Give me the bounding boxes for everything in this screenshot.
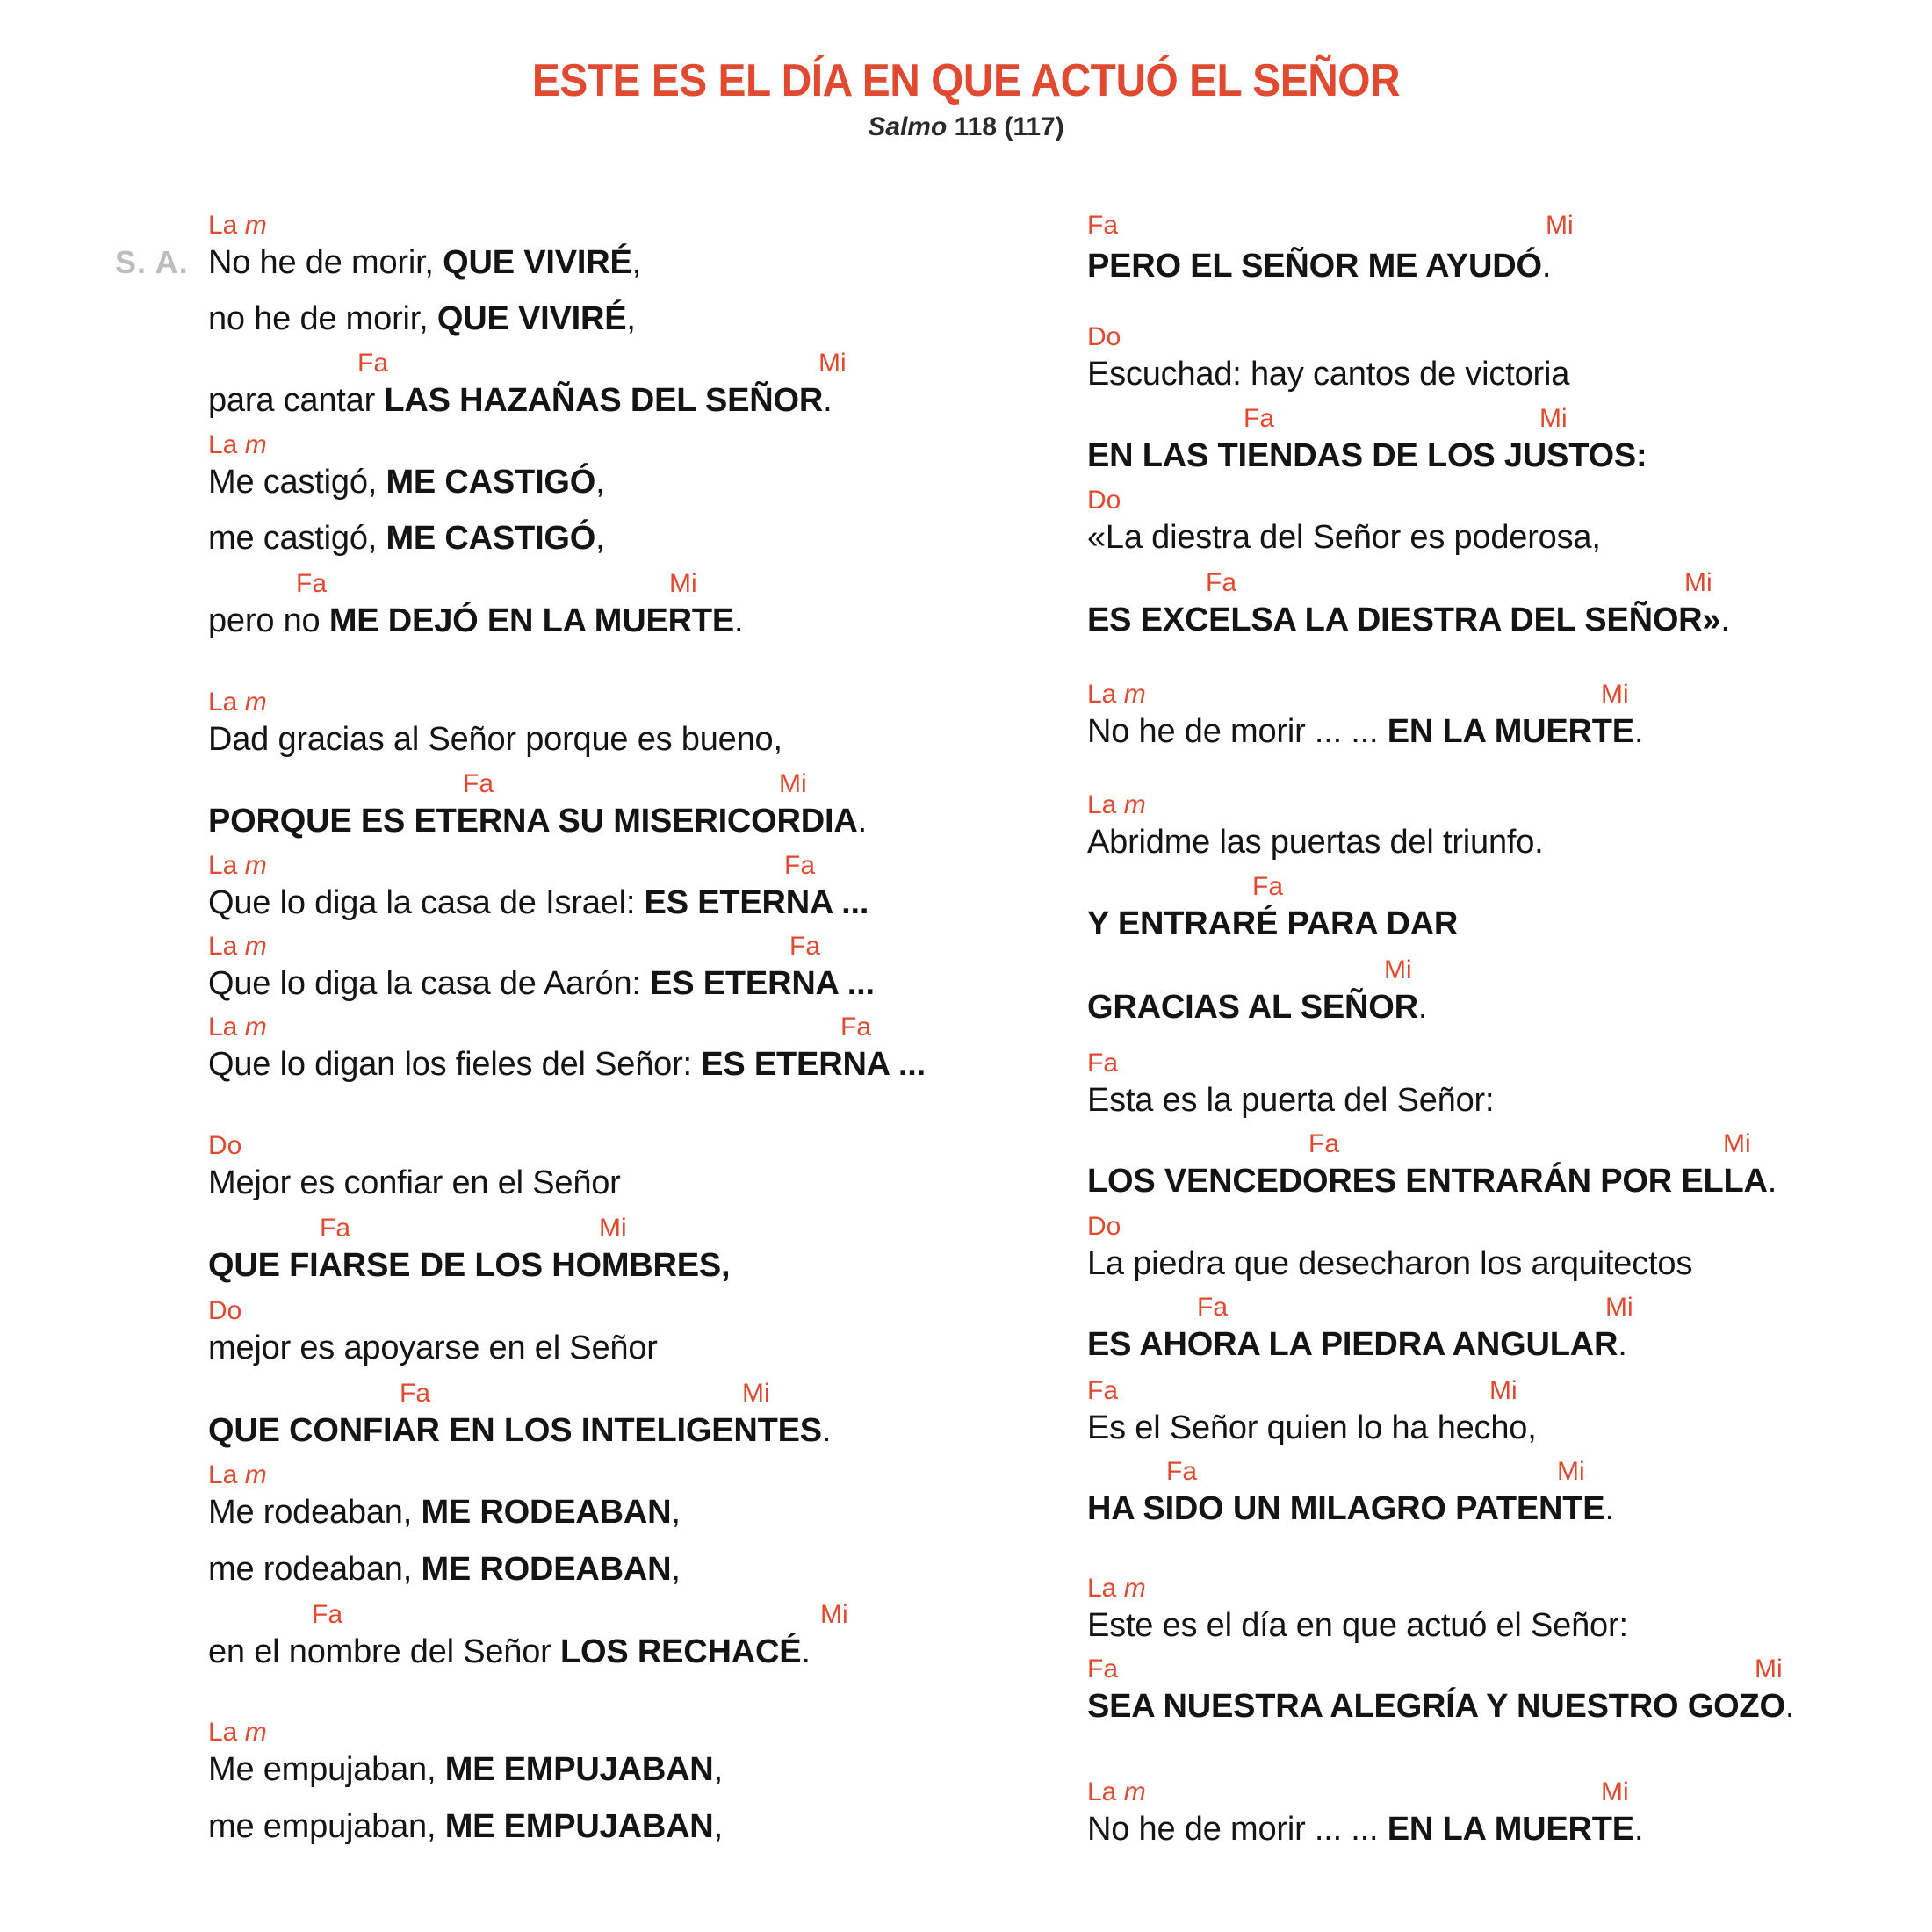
chord: Mi (1557, 1457, 1585, 1486)
lyric-line (1087, 1082, 1494, 1120)
chord: Mi (1489, 1376, 1517, 1405)
lyric-line (208, 1247, 730, 1285)
chord: Fa (320, 1214, 351, 1243)
chord: Do (1087, 486, 1121, 515)
lyric-text: pero no (208, 602, 329, 639)
chord: Do (208, 1296, 242, 1325)
lyric-punctuation: . (734, 602, 744, 639)
lyric-line (1087, 356, 1569, 393)
chord: Fa (312, 1600, 343, 1629)
lyric-punctuation: , (671, 1551, 681, 1588)
lyric-line (208, 520, 605, 558)
lyric-refrain: LOS RECHACÉ (560, 1633, 802, 1670)
lyric-punctuation: . (821, 1412, 832, 1449)
lyric-line (1087, 602, 1730, 639)
chord: Mi (1539, 404, 1568, 433)
lyric-line (1087, 905, 1458, 943)
lyric-line (1087, 989, 1427, 1027)
lyric-text: Abridme las puertas del triunfo. (1087, 824, 1544, 861)
lyric-line (208, 300, 636, 338)
lyric-refrain: QUE CONFIAR EN LOS INTELIGENTES (208, 1412, 822, 1449)
lyric-punctuation: , (713, 1808, 723, 1845)
lyric-text: Que lo diga la casa de Aarón: (208, 965, 651, 1002)
voice-label: S. A. (115, 244, 189, 280)
chord: La m (208, 851, 267, 880)
lyric-refrain: ES ETERNA ... (701, 1046, 926, 1083)
lyric-text: La piedra que desecharon los arquitectos (1087, 1245, 1693, 1282)
page-title: ESTE ES EL DÍA EN QUE ACTUÓ EL SEÑOR (531, 55, 1401, 106)
chord: Fa (463, 769, 494, 798)
lyric-line (1087, 1409, 1537, 1447)
lyric-punctuation: . (1541, 248, 1552, 285)
lyric-refrain: ES EXCELSA LA DIESTRA DEL SEÑOR» (1087, 602, 1721, 638)
lyric-line (208, 1494, 681, 1532)
lyric-refrain: QUE FIARSE DE LOS HOMBRES, (208, 1247, 731, 1284)
chord: Mi (1546, 211, 1574, 240)
lyric-punctuation: . (1720, 602, 1730, 638)
chord: Fa (357, 349, 389, 378)
lyric-refrain: PERO EL SEÑOR ME AYUDÓ (1087, 248, 1542, 285)
chord: Fa (840, 1013, 872, 1042)
lyric-line (208, 1751, 723, 1789)
lyric-line (208, 1330, 658, 1367)
lyric-refrain: ME RODEABAN (421, 1494, 672, 1531)
lyric-text: Me rodeaban, (208, 1494, 422, 1531)
chord: La m (1087, 1777, 1146, 1806)
lyric-punctuation: . (1633, 713, 1644, 750)
lyric-text: Que lo diga la casa de Israel: (208, 884, 645, 921)
chord: Mi (1684, 568, 1712, 597)
lyric-line (208, 1808, 723, 1846)
subtitle-reference: 118 (117) (947, 112, 1064, 141)
lyric-text: «La diestra del Señor es poderosa, (1087, 519, 1601, 556)
lyric-text: Escuchad: hay cantos de victoria (1087, 356, 1570, 393)
lyric-text: no he de morir, (208, 300, 437, 337)
lyric-text: Dad gracias al Señor porque es bueno, (208, 721, 782, 758)
lyric-text: me rodeaban, (208, 1551, 422, 1588)
lyric-line (1087, 1490, 1614, 1528)
chord: Mi (779, 769, 807, 798)
chord: Do (1087, 322, 1121, 351)
lyric-text: Me empujaban, (208, 1751, 445, 1788)
chord: Mi (742, 1379, 770, 1408)
lyric-refrain: PORQUE ES ETERNA SU MISERICORDIA (208, 803, 858, 840)
chord: Fa (1087, 1654, 1119, 1683)
lyric-line (1087, 1607, 1628, 1645)
lyric-refrain: QUE VIVIRÉ (443, 244, 632, 281)
lyric-text: Este es el día en que actuó el Señor: (1087, 1607, 1628, 1644)
lyric-refrain: LAS HAZAÑAS DEL SEÑOR (384, 382, 824, 419)
lyric-line (208, 602, 743, 640)
lyric-text: No he de morir, (208, 244, 443, 281)
lyric-refrain: EN LAS TIENDAS DE LOS JUSTOS: (1087, 437, 1647, 474)
lyric-punctuation: . (1784, 1688, 1795, 1725)
chord: La m (1087, 790, 1146, 819)
lyric-refrain: GRACIAS AL SEÑOR (1087, 989, 1418, 1026)
subtitle-italic: Salmo (868, 112, 948, 141)
lyric-text: mejor es apoyarse en el Señor (208, 1330, 658, 1366)
lyric-refrain: EN LA MUERTE (1387, 1811, 1634, 1848)
lyric-text: Me castigó, (208, 464, 386, 501)
lyric-line (208, 464, 605, 501)
lyric-punctuation: . (823, 382, 833, 419)
lyric-text: me empujaban, (208, 1808, 445, 1845)
lyric-punctuation: . (1604, 1490, 1614, 1527)
lyric-line (1087, 713, 1643, 751)
lyric-punctuation: . (1767, 1163, 1777, 1200)
chord: Fa (1244, 404, 1275, 433)
chord: Fa (789, 932, 821, 961)
lyric-punctuation: , (595, 464, 605, 501)
lyric-text: Que lo digan los fieles del Señor: (208, 1046, 702, 1083)
chord: La m (1087, 680, 1146, 709)
chord: Fa (1252, 872, 1284, 901)
lyric-punctuation: , (626, 300, 636, 337)
lyric-refrain: ME CASTIGÓ (386, 464, 596, 501)
lyric-refrain: ES ETERNA ... (644, 884, 869, 921)
page-subtitle (0, 112, 1932, 142)
lyric-refrain: ES ETERNA ... (650, 965, 875, 1002)
lyric-punctuation: , (671, 1494, 681, 1531)
lyric-refrain: ME EMPUJABAN (444, 1751, 714, 1788)
lyric-line (1087, 1245, 1692, 1283)
chord: La m (208, 1718, 267, 1747)
lyric-refrain: ME DEJÓ EN LA MUERTE (328, 602, 735, 639)
lyric-line (1087, 437, 1647, 475)
lyric-punctuation: , (595, 520, 605, 557)
lyric-line (1087, 1688, 1794, 1726)
chord: La m (208, 688, 267, 717)
chord: Fa (1206, 568, 1237, 597)
lyric-refrain: ME EMPUJABAN (444, 1808, 714, 1845)
lyric-text: en el nombre del Señor (208, 1633, 560, 1670)
lyric-line (208, 1164, 621, 1202)
lyric-refrain: ME RODEABAN (421, 1551, 672, 1588)
chord: Do (208, 1131, 242, 1160)
lyric-punctuation: . (857, 803, 867, 840)
chord: Fa (1087, 1049, 1119, 1078)
lyric-punctuation: , (631, 244, 642, 281)
chord: Fa (1087, 211, 1119, 240)
lyric-punctuation: . (1633, 1811, 1644, 1848)
chord: La m (1087, 1574, 1146, 1603)
chord: Mi (820, 1600, 848, 1629)
lyric-text: para cantar (208, 382, 385, 419)
lyric-refrain: QUE VIVIRÉ (436, 300, 627, 337)
lyric-refrain: ME CASTIGÓ (386, 520, 596, 557)
lyric-text: No he de morir ... ... (1087, 713, 1388, 750)
lyric-line (208, 803, 867, 840)
lyric-line (1087, 248, 1551, 285)
lyric-line (1087, 1811, 1643, 1849)
lyric-text: Es el Señor quien lo ha hecho, (1087, 1409, 1537, 1446)
chord: La m (208, 1013, 267, 1042)
lyric-refrain: ES AHORA LA PIEDRA ANGULAR (1087, 1326, 1618, 1363)
lyric-line (1087, 1326, 1627, 1364)
lyric-refrain: Y ENTRARÉ PARA DAR (1087, 905, 1459, 942)
lyric-line (208, 1633, 811, 1671)
chord: La m (208, 211, 267, 240)
chord: La m (208, 430, 267, 459)
chord: Mi (599, 1214, 627, 1243)
chord: Mi (1384, 955, 1412, 984)
lyric-text: No he de morir ... ... (1087, 1811, 1388, 1848)
lyric-line (208, 1046, 926, 1084)
lyric-line (1087, 519, 1601, 557)
lyric-refrain: EN LA MUERTE (1387, 713, 1634, 750)
chord: Mi (818, 349, 847, 378)
lyric-refrain: HA SIDO UN MILAGRO PATENTE (1087, 1490, 1605, 1527)
lyric-punctuation: . (1417, 989, 1428, 1026)
lyric-line (208, 382, 832, 420)
chord: Fa (296, 569, 328, 598)
chord: Fa (1197, 1293, 1229, 1322)
chord: Fa (784, 851, 816, 880)
lyric-line (208, 721, 782, 759)
lyric-refrain: LOS VENCEDORES ENTRARÁN POR ELLA (1087, 1163, 1768, 1200)
lyric-line (208, 884, 869, 922)
chord: Fa (400, 1379, 431, 1408)
lyric-punctuation: . (1618, 1326, 1627, 1363)
lyric-punctuation: , (713, 1751, 723, 1788)
chord: Fa (1166, 1457, 1198, 1486)
lyric-line (208, 965, 875, 1003)
lyric-line (208, 1551, 681, 1589)
lyric-punctuation: . (801, 1633, 811, 1670)
lyric-line (1087, 824, 1544, 861)
chord: La m (208, 1460, 267, 1489)
lyric-line (208, 1412, 831, 1450)
chord: Mi (1601, 1777, 1629, 1806)
lyric-text: Mejor es confiar en el Señor (208, 1164, 621, 1201)
chord: La m (208, 932, 267, 961)
lyric-text: me castigó, (208, 520, 386, 557)
lyric-refrain: SEA NUESTRA ALEGRÍA Y NUESTRO GOZO (1087, 1688, 1785, 1725)
chord: Mi (1723, 1129, 1751, 1158)
chord: Mi (1755, 1654, 1783, 1683)
chord: Do (1087, 1212, 1121, 1241)
chord: Mi (1601, 680, 1629, 709)
lyric-text: Esta es la puerta del Señor: (1087, 1082, 1495, 1119)
chord: Mi (669, 569, 697, 598)
chord: Fa (1087, 1376, 1119, 1405)
chord: Mi (1605, 1293, 1633, 1322)
lyric-line (208, 244, 641, 282)
lyric-line (1087, 1163, 1777, 1200)
chord: Fa (1308, 1129, 1340, 1158)
